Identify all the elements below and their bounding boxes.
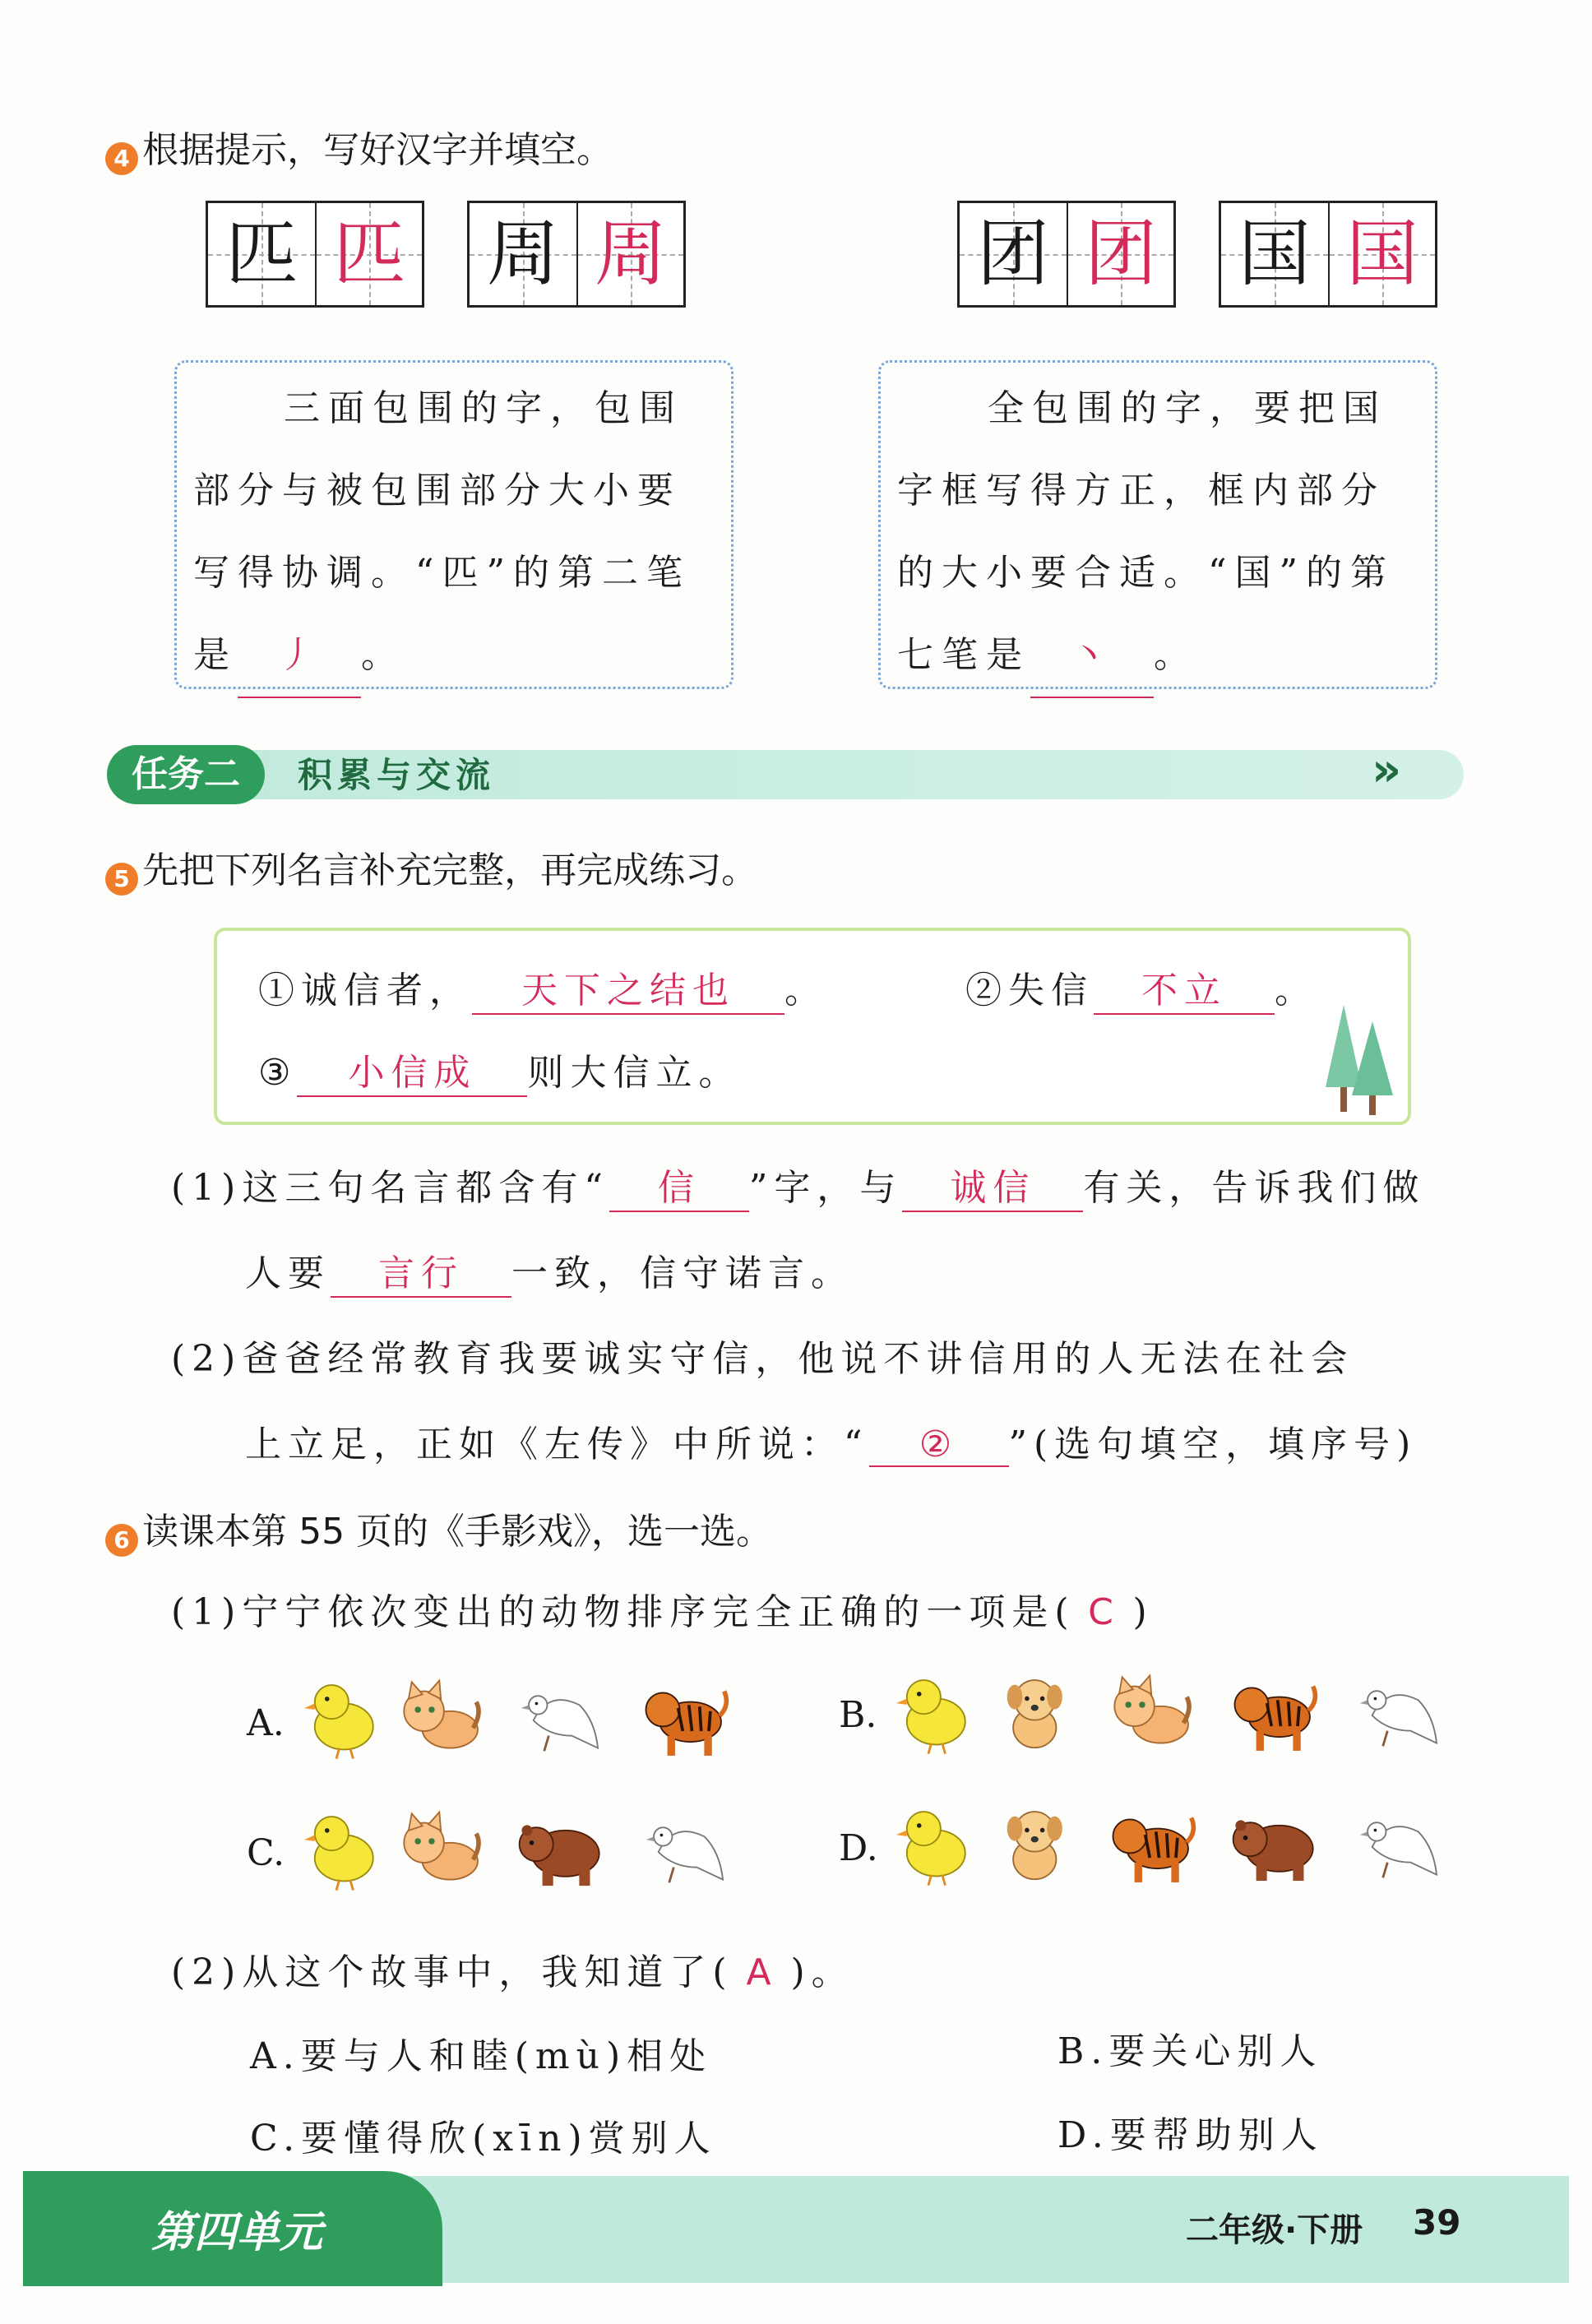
bear-icon <box>515 1806 607 1898</box>
chick-icon <box>893 1669 985 1762</box>
quote-2 <box>965 961 1317 1015</box>
q6-title: 读课本第 55 页的《手影戏》，选一选。 <box>142 1511 773 1553</box>
answer-blank[interactable]: 不立 <box>1094 961 1275 1015</box>
q4-number: 4 <box>105 142 138 175</box>
chick-icon <box>301 1674 393 1766</box>
q6-text: )。 <box>790 1951 854 1993</box>
q6-text: (2)从这个故事中，我知道了( <box>171 1951 734 1993</box>
print-char: 周 <box>486 211 559 296</box>
quote-text: 则大信立。 <box>527 1052 742 1094</box>
tip-line: 。 <box>1154 634 1198 676</box>
tiger-icon <box>1229 1669 1321 1762</box>
task-name: 积累与交流 <box>298 755 496 795</box>
answer-blank[interactable]: 小信成 <box>297 1043 527 1097</box>
written-char[interactable]: 匹 <box>332 211 405 296</box>
tip-line: 是 <box>193 634 238 676</box>
q6-number: 6 <box>105 1524 138 1557</box>
q5-number: 5 <box>105 863 138 896</box>
tiger-icon <box>640 1674 732 1766</box>
written-char[interactable]: 国 <box>1345 211 1418 296</box>
answer-blank[interactable]: 诚信 <box>902 1158 1083 1212</box>
q5-part1-line1 <box>171 1158 1425 1212</box>
tip-line: 。 <box>361 634 405 676</box>
quote-text: 。 <box>784 970 827 1012</box>
answer-blank[interactable]: 信 <box>609 1158 749 1212</box>
quote-text: 。 <box>1275 970 1317 1012</box>
q6-text: ) <box>1132 1591 1154 1633</box>
q5-part2-line1 <box>171 1329 1354 1382</box>
tip-line: 的大小要合适。“国”的第 <box>897 552 1395 594</box>
dove-icon <box>1357 1801 1449 1893</box>
q5-title: 先把下列名言补充完整，再完成练习。 <box>142 850 758 891</box>
tip-box-right <box>878 360 1437 689</box>
q5-text: (1)这三句名言都含有“ <box>171 1167 609 1209</box>
choice-b[interactable]: B.要关心别人 <box>1057 2030 1323 2072</box>
grade-label: 二年级·下册 <box>1186 2211 1363 2249</box>
dog-icon <box>992 1669 1084 1762</box>
q6-text: (1)宁宁依次变出的动物排序完全正确的一项是( <box>171 1591 1076 1633</box>
pine-tree-icon <box>1319 997 1401 1120</box>
q6-sub1 <box>171 1582 1154 1635</box>
tiger-icon <box>1107 1801 1199 1893</box>
unit-title: 第四单元 <box>151 2208 323 2257</box>
option-a-label[interactable]: A. <box>247 1702 285 1744</box>
q5-heading <box>105 840 757 896</box>
quote-1 <box>258 961 827 1015</box>
cat-icon <box>1107 1669 1199 1762</box>
dove-icon <box>643 1806 735 1898</box>
q4-heading <box>105 120 613 175</box>
q5-text: 人要 <box>245 1252 331 1294</box>
q6-sub2 <box>171 1942 854 1995</box>
quote-text: ①诚信者， <box>258 970 472 1012</box>
q4-title: 根据提示，写好汉字并填空。 <box>142 129 613 171</box>
answer-choice[interactable]: A <box>746 1951 778 1993</box>
q6-heading <box>105 1502 772 1557</box>
answer-blank[interactable]: 丶 <box>1030 614 1154 698</box>
answer-blank[interactable]: 言行 <box>331 1243 511 1298</box>
q5-part2-line2 <box>245 1414 1417 1467</box>
writing-box-guo <box>1219 201 1437 308</box>
bear-icon <box>1229 1801 1321 1893</box>
q5-part1-line2 <box>245 1243 854 1298</box>
answer-blank[interactable]: 丿 <box>238 614 361 698</box>
option-d-label[interactable]: D. <box>839 1827 878 1869</box>
choice-c[interactable]: C.要懂得欣(xīn)赏别人 <box>250 2118 717 2160</box>
dog-icon <box>992 1801 1084 1893</box>
writing-box-pi <box>206 201 424 308</box>
quote-text: ②失信 <box>965 970 1094 1012</box>
print-char: 团 <box>976 211 1049 296</box>
quote-3 <box>258 1043 741 1097</box>
print-char: 国 <box>1238 211 1311 296</box>
q5-text: ”字，与 <box>748 1167 903 1209</box>
answer-blank[interactable]: 天下之结也 <box>472 961 784 1015</box>
tip-line: 字框写得方正，框内部分 <box>897 470 1386 512</box>
choice-d[interactable]: D.要帮助别人 <box>1057 2114 1324 2156</box>
dove-icon <box>1357 1669 1449 1762</box>
q5-text: 有关，告诉我们做 <box>1083 1167 1426 1209</box>
written-char[interactable]: 团 <box>1084 211 1157 296</box>
answer-choice[interactable]: C <box>1088 1591 1120 1633</box>
written-char[interactable]: 周 <box>594 211 667 296</box>
cat-icon <box>396 1806 488 1898</box>
chick-icon <box>301 1806 393 1898</box>
q5-text: (2)爸爸经常教育我要诚实守信，他说不讲信用的人无法在社会 <box>171 1338 1354 1380</box>
double-chevron-icon: » <box>1372 743 1402 797</box>
quote-box <box>214 928 1411 1125</box>
chick-icon <box>893 1801 985 1893</box>
q5-text: ”(选句填空，填序号) <box>1008 1424 1418 1465</box>
option-c-label[interactable]: C. <box>247 1832 285 1874</box>
tip-box-left <box>174 360 734 689</box>
tip-line: 三面包围的字，包围 <box>284 387 683 429</box>
writing-box-zhou <box>467 201 686 308</box>
page-number: 39 <box>1413 2202 1461 2243</box>
tip-line: 全包围的字，要把国 <box>988 387 1387 429</box>
tip-line: 七笔是 <box>897 634 1030 676</box>
cat-icon <box>396 1674 488 1766</box>
print-char: 匹 <box>224 211 298 296</box>
choice-a[interactable]: A.要与人和睦(mù)相处 <box>250 2035 713 2077</box>
option-b-label[interactable]: B. <box>839 1694 877 1736</box>
q5-text: 一致，信守诺言。 <box>511 1252 854 1294</box>
writing-box-tuan <box>957 201 1176 308</box>
tip-line: 写得协调。“匹”的第二笔 <box>193 552 691 594</box>
answer-blank[interactable]: ② <box>869 1424 1009 1467</box>
quote-text: ③ <box>258 1052 298 1094</box>
task-label: 任务二 <box>107 745 265 804</box>
q5-text: 上立足，正如《左传》中所说：“ <box>245 1424 869 1465</box>
tip-line: 部分与被包围部分大小要 <box>193 470 682 512</box>
dove-icon <box>518 1674 610 1766</box>
